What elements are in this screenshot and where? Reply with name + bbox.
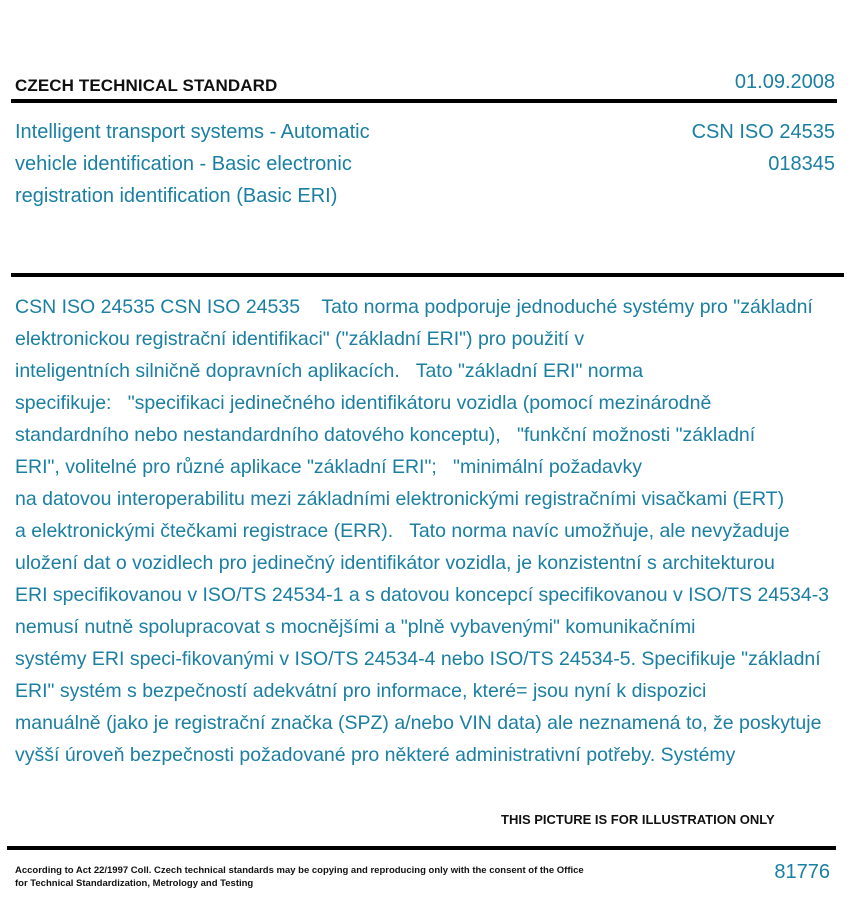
standard-identifier	[692, 116, 835, 180]
body-line: specifikuje: "specifikaci jedinečného identifikátoru vozidla (pomocí mezinárodně	[15, 392, 712, 414]
body-line: uložení dat o vozidlech pro jedinečný identifikátor vozidla, je konzistentní s architekturou	[15, 552, 775, 574]
catalog-number: 81776	[774, 861, 830, 883]
legal-line: for Technical Standardization, Metrology and Testing	[15, 878, 254, 889]
body-line: ERI" systém s bezpečností adekvátní pro informace, které= jsou nyní k dispozici	[15, 680, 707, 702]
body-line: standardního nebo nestandardního datového konceptu), "funkční možnosti "základní	[15, 424, 756, 446]
body-line: systémy ERI speci-fikovanými v ISO/TS 24534-4 nebo ISO/TS 24534-5. Specifikuje "základní	[15, 648, 821, 670]
title-line: Intelligent transport systems - Automatic	[15, 121, 370, 143]
standard-title	[15, 116, 435, 212]
publication-date: 01.09.2008	[734, 71, 835, 93]
body-line: ERI specifikovanou v ISO/TS 24534-1 a s datovou koncepcí specifikovanou v ISO/TS 24534-3	[15, 584, 830, 606]
header-divider	[11, 99, 837, 103]
title-line: registration identification (Basic ERI)	[15, 185, 338, 207]
legal-line: According to Act 22/1997 Coll. Czech technical standards may be copying and reproducing only with the consent of the Office	[15, 865, 584, 876]
body-line: inteligentních silničně dopravních aplikacích. Tato "základní ERI" norma	[15, 360, 644, 382]
body-line: CSN ISO 24535 CSN ISO 24535 Tato norma podporuje jednoduché systémy pro "základní	[15, 296, 813, 318]
standard-description	[15, 291, 865, 771]
document-type-label: CZECH TECHNICAL STANDARD	[15, 76, 278, 95]
body-line: vyšší úroveň bezpečnosti požadované pro některé administrativní potřeby. Systémy	[15, 744, 736, 766]
body-line: manuálně (jako je registrační značka (SPZ) a/nebo VIN data) ale neznamená to, že poskytuje	[15, 712, 822, 734]
body-line: a elektronickými čtečkami registrace (ERR). Tato norma navíc umožňuje, ale nevyžaduje	[15, 520, 790, 542]
standard-code: CSN ISO 24535	[691, 121, 835, 143]
title-divider	[11, 273, 844, 277]
body-line: elektronickou registrační identifikaci" ("základní ERI") pro použití v	[15, 328, 585, 350]
body-line: na datovou interoperabilitu mezi základními elektronickými registračními visačkami (ERT)	[15, 488, 785, 510]
legal-notice	[15, 864, 595, 890]
body-line: nemusí nutně spolupracovat s mocnějšími a "plně vybavenými" komunikačními	[15, 616, 696, 638]
body-line: ERI", volitelné pro různé aplikace "základní ERI"; "minimální požadavky	[15, 456, 643, 478]
standard-number: 018345	[768, 153, 835, 175]
footer-divider	[7, 846, 836, 850]
illustration-disclaimer: THIS PICTURE IS FOR ILLUSTRATION ONLY	[501, 812, 775, 827]
title-line: vehicle identification - Basic electronic	[15, 153, 352, 175]
